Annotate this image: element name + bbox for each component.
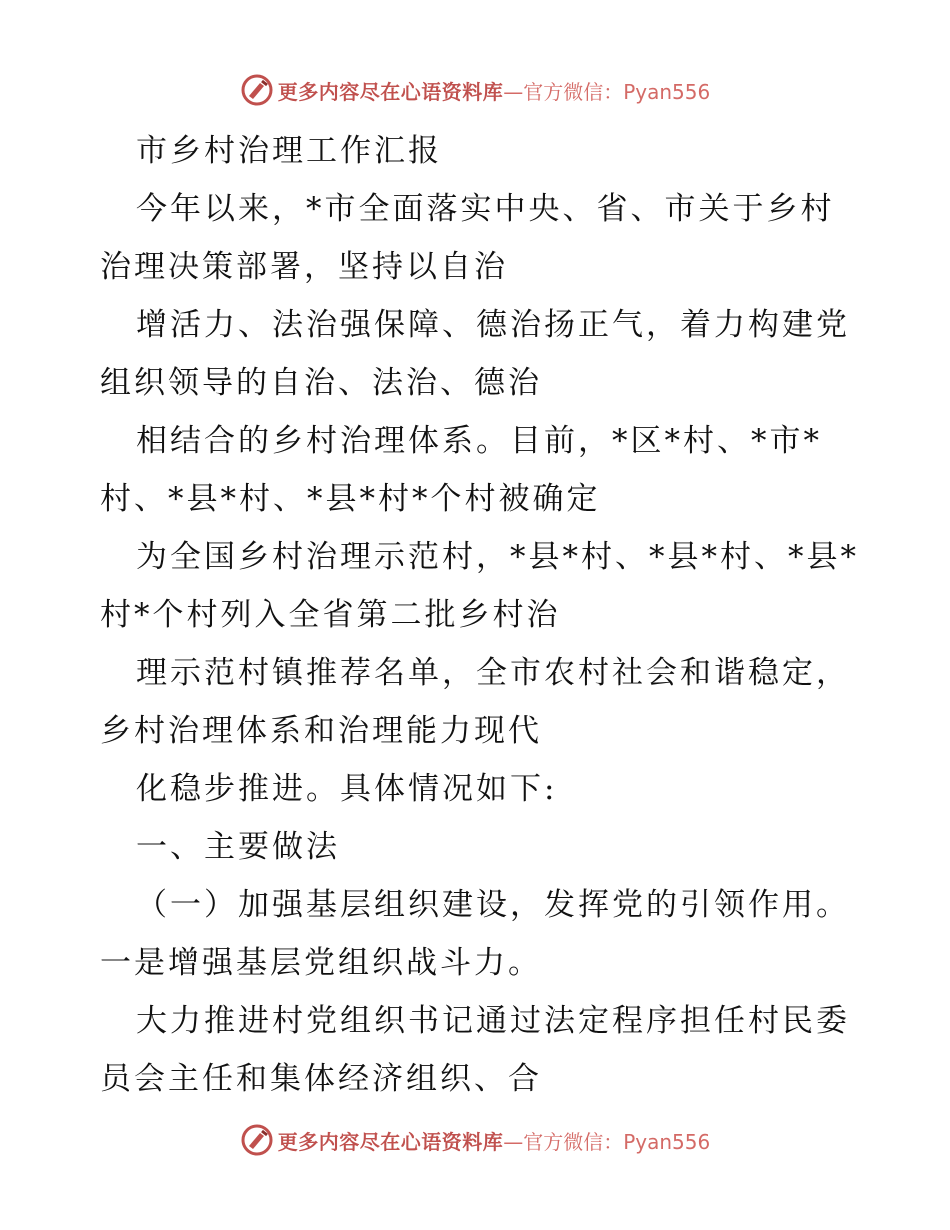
doc-line: 相结合的乡村治理体系。目前，*区*村、*市* (136, 423, 822, 459)
subsection-heading: （一）加强基层组织建设，发挥党的引领作用。 (136, 887, 850, 923)
watermark-logo-icon (240, 1123, 274, 1157)
doc-line: 员会主任和集体经济组织、合 (100, 1061, 542, 1097)
watermark-logo-icon (240, 73, 274, 107)
watermark-tail-text: —官方微信：Pyan556 (503, 79, 711, 104)
doc-line: 一是增强基层党组织战斗力。 (100, 945, 542, 981)
doc-line: 为全国乡村治理示范村，*县*村、*县*村、*县* (136, 539, 859, 575)
doc-line: 组织领导的自治、法治、德治 (100, 365, 542, 401)
doc-line: 村*个村列入全省第二批乡村治 (100, 597, 561, 633)
doc-line: 治理决策部署，坚持以自治 (100, 249, 508, 285)
doc-line: 化稳步推进。具体情况如下: (136, 771, 558, 807)
watermark-main-text: 更多内容尽在心语资料库 (277, 1129, 504, 1154)
doc-line: 增活力、法治强保障、德治扬正气，着力构建党 (136, 307, 850, 343)
doc-line: 今年以来，*市全面落实中央、省、市关于乡村 (136, 191, 835, 227)
doc-line: 乡村治理体系和治理能力现代 (100, 713, 542, 749)
watermark-header (0, 70, 950, 110)
watermark-footer (0, 1120, 950, 1160)
section-heading: 一、主要做法 (136, 829, 340, 865)
watermark-main-text: 更多内容尽在心语资料库 (277, 79, 504, 104)
doc-line: 村、*县*村、*县*村*个村被确定 (100, 481, 601, 517)
watermark-tail-text: —官方微信：Pyan556 (503, 1129, 711, 1154)
doc-line: 理示范村镇推荐名单，全市农村社会和谐稳定， (136, 655, 850, 691)
document-body (100, 122, 859, 1108)
doc-title: 市乡村治理工作汇报 (136, 133, 442, 169)
doc-line: 大力推进村党组织书记通过法定程序担任村民委 (136, 1003, 850, 1039)
